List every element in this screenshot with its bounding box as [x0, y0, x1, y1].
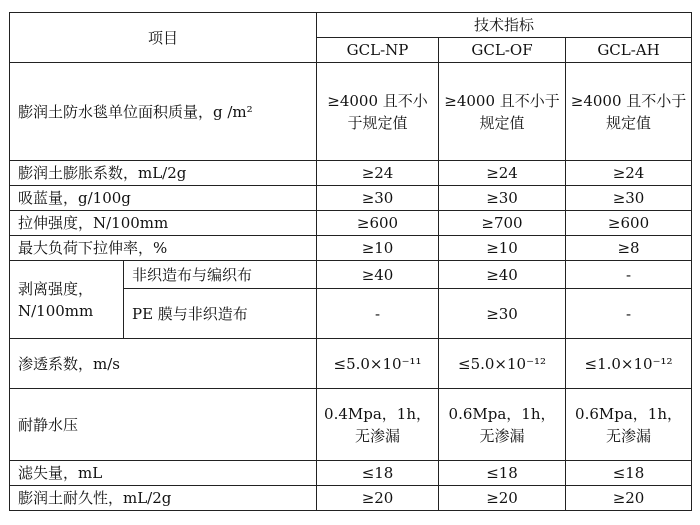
peel-sub-label: PE 膜与非织造布 [124, 289, 317, 339]
header-col-ah: GCL-AH [566, 38, 692, 63]
row-value: ≥30 [439, 289, 566, 339]
row-label: 吸蓝量，g/100g [10, 186, 317, 211]
row-value: ≥4000 且不小于规定值 [566, 63, 692, 161]
peel-label: 剥离强度，N/100mm [10, 261, 124, 339]
row-value: ≥40 [439, 261, 566, 289]
row-label: 渗透系数，m/s [10, 339, 317, 389]
row-label: 膨润土耐久性，mL/2g [10, 486, 317, 511]
row-value: ≤5.0×10⁻¹¹ [317, 339, 439, 389]
row-value: ≥10 [439, 236, 566, 261]
row-value: ≥10 [317, 236, 439, 261]
row-label: 膨润土膨胀系数，mL/2g [10, 161, 317, 186]
row-value: - [317, 289, 439, 339]
row-value: ≤18 [439, 461, 566, 486]
row-value: ≥30 [317, 186, 439, 211]
row-value: 0.6Mpa，1h，无渗漏 [566, 389, 692, 461]
row-value: ≤5.0×10⁻¹² [439, 339, 566, 389]
row-value: ≥700 [439, 211, 566, 236]
row-value: ≥600 [317, 211, 439, 236]
row-value: ≤1.0×10⁻¹² [566, 339, 692, 389]
row-value: ≥40 [317, 261, 439, 289]
header-tech: 技术指标 [317, 13, 692, 38]
row-label: 最大负荷下拉伸率，% [10, 236, 317, 261]
row-value: ≥30 [439, 186, 566, 211]
row-label: 拉伸强度，N/100mm [10, 211, 317, 236]
row-value: ≥20 [439, 486, 566, 511]
row-label: 膨润土防水毯单位面积质量，g /m² [10, 63, 317, 161]
row-value: ≤18 [317, 461, 439, 486]
spec-table [9, 12, 692, 511]
row-value: ≥30 [566, 186, 692, 211]
header-col-of: GCL-OF [439, 38, 566, 63]
row-value: ≤18 [566, 461, 692, 486]
row-label: 耐静水压 [10, 389, 317, 461]
row-value: ≥4000 且不小于规定值 [439, 63, 566, 161]
row-value: 0.6Mpa，1h，无渗漏 [439, 389, 566, 461]
header-col-np: GCL-NP [317, 38, 439, 63]
row-value: 0.4Mpa，1h，无渗漏 [317, 389, 439, 461]
row-value: ≥24 [317, 161, 439, 186]
row-value: ≥24 [566, 161, 692, 186]
row-value: ≥600 [566, 211, 692, 236]
row-value: - [566, 289, 692, 339]
header-item: 项目 [10, 13, 317, 63]
row-label: 滤失量，mL [10, 461, 317, 486]
peel-sub-label: 非织造布与编织布 [124, 261, 317, 289]
row-value: ≥20 [566, 486, 692, 511]
row-value: ≥4000 且不小于规定值 [317, 63, 439, 161]
row-value: ≥24 [439, 161, 566, 186]
row-value: ≥8 [566, 236, 692, 261]
row-value: - [566, 261, 692, 289]
row-value: ≥20 [317, 486, 439, 511]
